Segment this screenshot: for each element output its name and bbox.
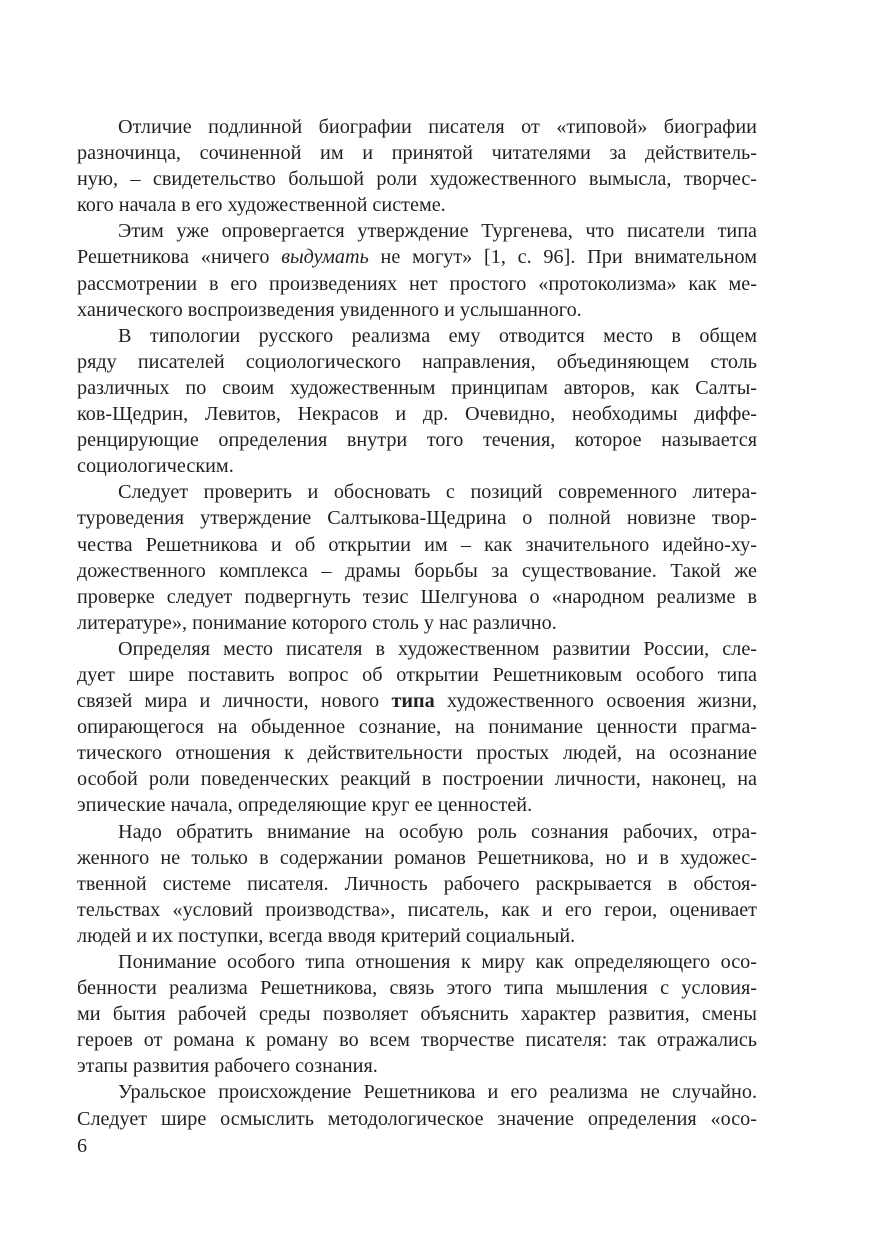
text-line: различных по своим художественным принципам авторов, как Салты- xyxy=(77,376,757,399)
text-line: твенной системе писателя. Личность рабочего раскрывается в обстоя- xyxy=(77,872,757,895)
text-line: рассмотрении в его произведениях нет простого «протоколизма» как ме- xyxy=(77,272,757,295)
paragraph xyxy=(77,1079,757,1131)
text-line: ми бытия рабочей среды позволяет объяснить характер развития, смены xyxy=(77,1003,757,1026)
text-line: Понимание особого типа отношения к миру как определяющего осо- xyxy=(118,951,757,973)
paragraph xyxy=(77,114,757,218)
text-line: Определяя место писателя в художественном развитии России, сле- xyxy=(118,637,757,660)
text-line: людей и их поступки, всегда вводя критерий социальный. xyxy=(77,924,576,947)
text-line: тического отношения к действительности простых людей, на осознание xyxy=(77,742,757,765)
text-line: туроведения утверждение Салтыкова-Щедрина о полной новизне твор- xyxy=(77,507,757,530)
text-line: чества Решетникова и об открытии им – как значительного идейно-ху- xyxy=(77,533,757,556)
text-line: женного не только в содержании романов Решетникова, но и в художес- xyxy=(77,846,757,869)
text-line: этапы развития рабочего сознания. xyxy=(77,1055,378,1078)
text-line: Уральское происхождение Решетникова и его реализма не случайно. xyxy=(118,1081,757,1104)
text-line: Этим уже опровергается утверждение Тургенева, что писатели типа xyxy=(118,220,757,243)
page-body xyxy=(77,114,757,1132)
paragraph xyxy=(77,819,757,949)
text-line: героев от романа к роману во всем творчестве писателя: так отражались xyxy=(77,1029,757,1052)
text-line: дует шире поставить вопрос об открытии Решетниковым особого типа xyxy=(77,663,757,686)
text-line: дожественного комплекса – драмы борьбы за существование. Такой же xyxy=(77,559,757,582)
paragraph xyxy=(77,949,757,1079)
text-line: разночинца, сочиненной им и принятой читателями за действитель- xyxy=(77,142,757,165)
page-number: 6 xyxy=(77,1135,88,1157)
text-line: кого начала в его художественной системе. xyxy=(77,194,446,217)
text-line: тельствах «условий производства», писатель, как и его герои, оценивает xyxy=(77,898,757,921)
text-line: ряду писателей социологического направления, объединяющем столь xyxy=(77,350,757,373)
text-line: опирающегося на обыденное сознание, на понимание ценности прагма- xyxy=(77,716,757,739)
paragraph xyxy=(77,218,757,322)
text-line: Отличие подлинной биографии писателя от «типовой» биографии xyxy=(118,116,757,138)
paragraph xyxy=(77,479,757,636)
text-line: ков-Щедрин, Левитов, Некрасов и др. Очевидно, необходимы диффе- xyxy=(77,403,757,426)
paragraph xyxy=(77,636,757,819)
text-line: проверке следует подвергнуть тезис Шелгунова о «народном реализме в xyxy=(77,585,757,608)
text-line: литературе», понимание которого столь у нас различно. xyxy=(77,611,557,634)
paragraph xyxy=(77,323,757,480)
text-line: бенности реализма Решетникова, связь этого типа мышления с условия- xyxy=(77,977,757,1000)
text-line: Следует шире осмыслить методологическое значение определения «осо- xyxy=(77,1107,757,1130)
text-line: особой роли поведенческих реакций в построении личности, наконец, на xyxy=(77,768,757,791)
text-line: эпические начала, определяющие круг ее ценностей. xyxy=(77,794,533,817)
text-line: социологическим. xyxy=(77,455,234,478)
text-line: ханического воспроизведения увиденного и услышанного. xyxy=(77,298,582,321)
italic-emphasis: выдумать xyxy=(281,246,369,269)
text-line: Решетникова «ничего выдумать не могут» [1, с. 96]. При внимательном xyxy=(77,246,757,269)
text-line: Надо обратить внимание на особую роль сознания рабочих, отра- xyxy=(118,820,757,843)
text-line: ренцирующие определения внутри того течения, которое называется xyxy=(77,429,757,452)
text-line: Следует проверить и обосновать с позиций современного литера- xyxy=(118,481,757,504)
text-line: ную, – свидетельство большой роли художественного вымысла, творчес- xyxy=(77,168,757,191)
text-line: В типологии русского реализма ему отводится место в общем xyxy=(118,324,757,347)
bold-emphasis: типа xyxy=(391,690,435,713)
text-line: связей мира и личности, нового типа художественного освоения жизни, xyxy=(77,690,757,713)
